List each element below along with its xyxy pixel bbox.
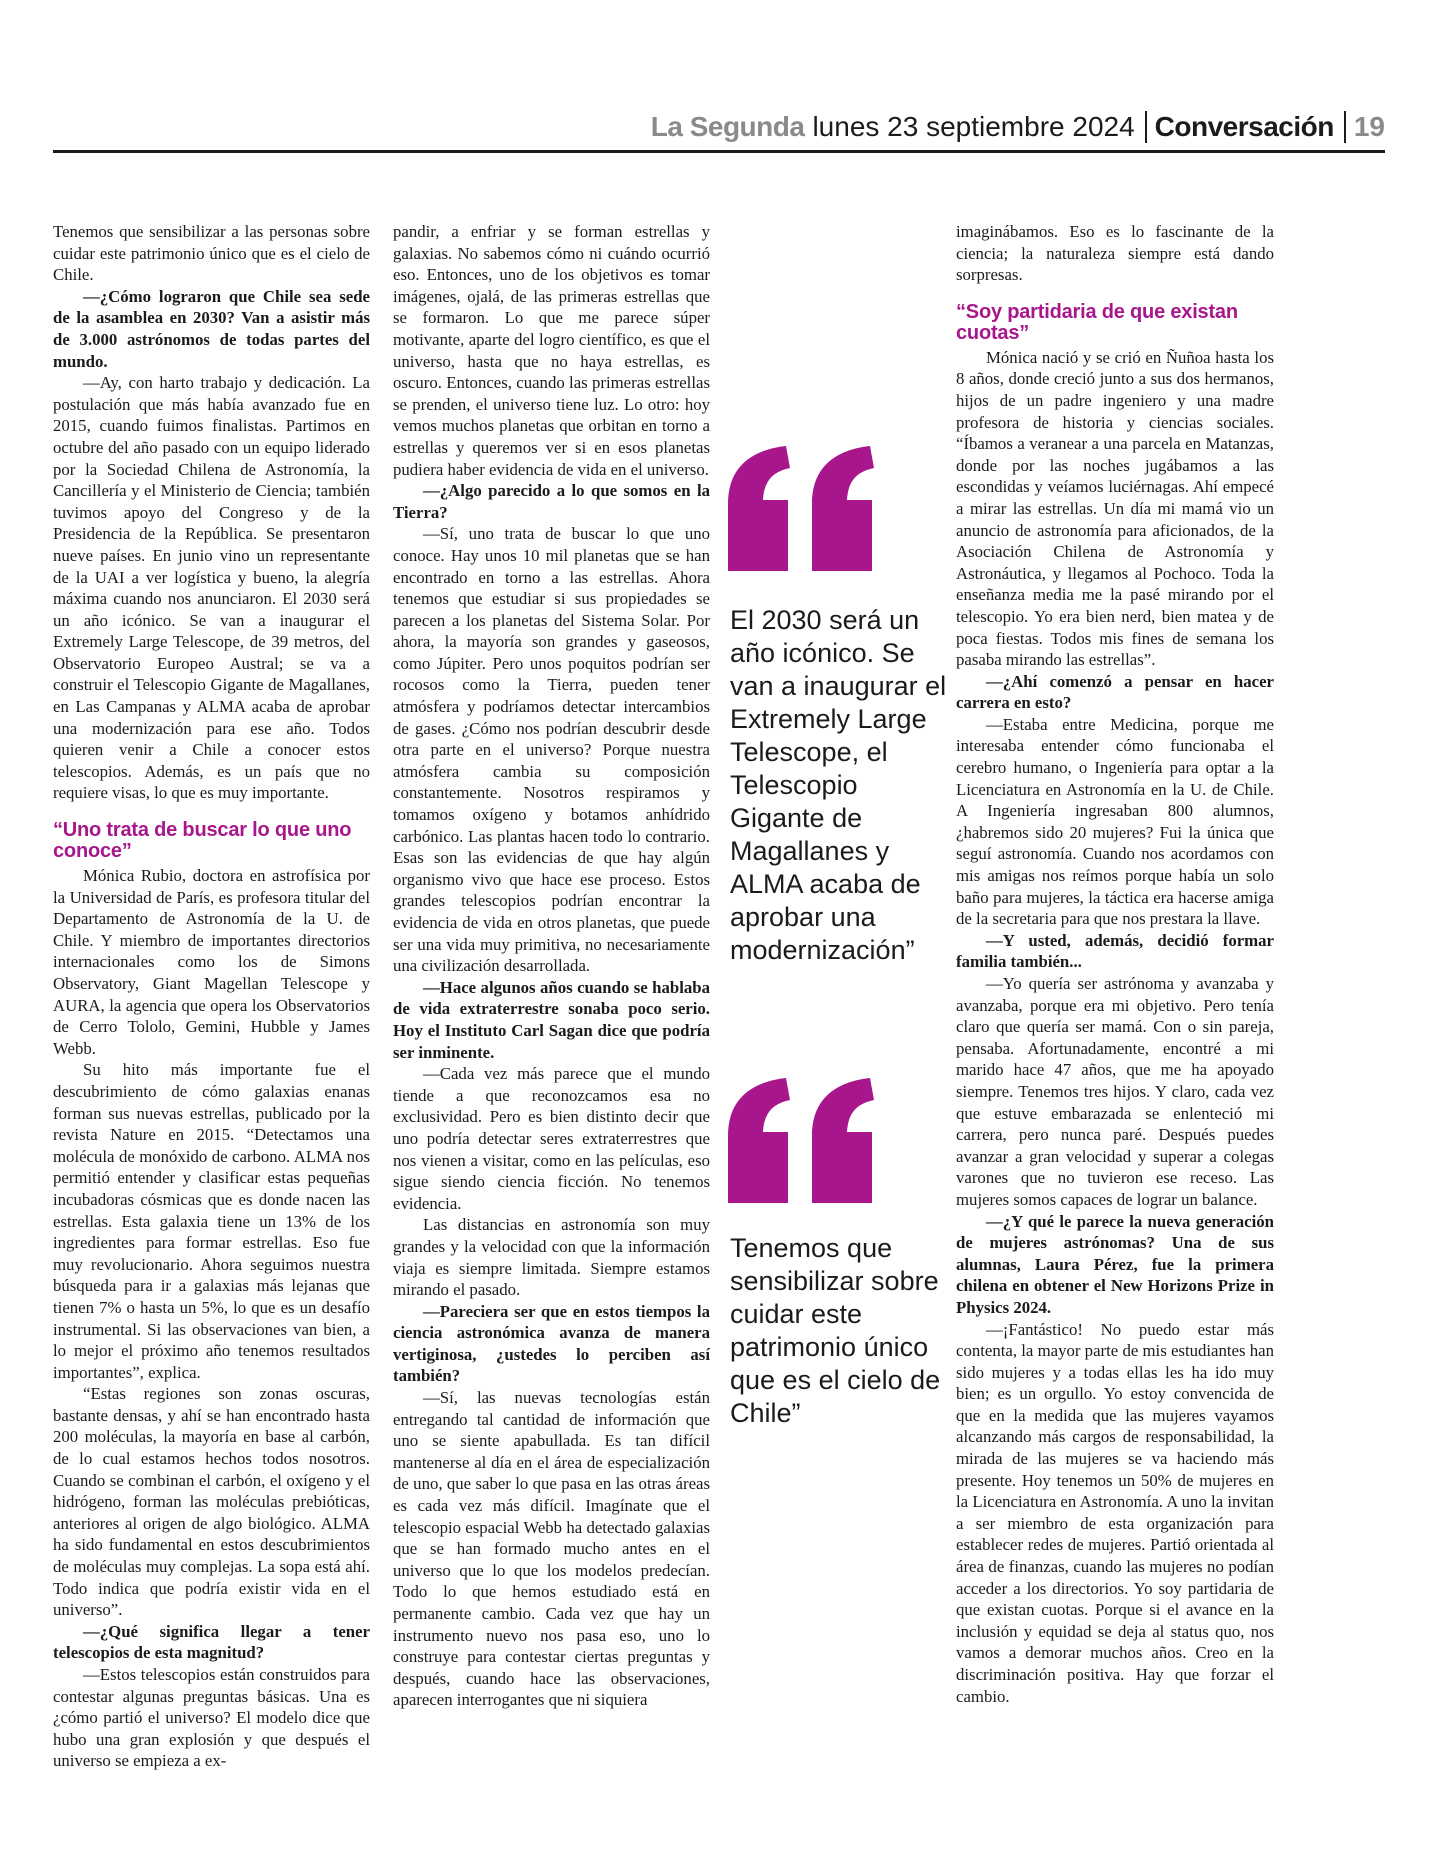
paragraph: imaginábamos. Eso es lo fascinante de la ciencia; la naturaleza siempre está dando sorpresas.	[956, 222, 1274, 285]
paragraph: “Estas regiones son zonas oscuras, bastante densas, y ahí se han encontrado hasta 200 moléculas, la mayoría en base al carbón, de lo cual estamos hechos todos nosotros. Cuando se combinan el carbón, el oxígeno y el hidrógeno, forman las moléculas prebióticas, anteriores al origen de algo biológico. ALMA ha sido fundamental en estos descubrimientos de moléculas muy complejas. La sopa está ahí. Todo indica que podría existir vida en el universo”.	[53, 1384, 370, 1620]
paragraph: —Cada vez más parece que el mundo tiende a que reconozcamos esa no exclusividad. Pero es bien distinto decir que uno podría detectar seres extraterrestres que nos vienen a visitar, como en las películas, eso sigue siendo ciencia ficción. No tenemos evidencia.	[393, 1064, 710, 1213]
paragraph: Mónica Rubio, doctora en astrofísica por la Universidad de París, es profesora titular del Departamento de Astronomía de la U. de Chile. Y miembro de importantes directorios internacionales como los de Simons Observatory, Giant Magellan Telescope y AURA, la agencia que opera los Observatorios de Cerro Tololo, Gemini, Hubble y James Webb.	[53, 866, 370, 1058]
interview-question: —Hace algunos años cuando se hablaba de vida extraterrestre sonaba poco serio. Hoy el Instituto Carl Sagan dice que podría ser inminente.	[393, 977, 710, 1062]
interview-question: —Y usted, además, decidió formar familia también...	[956, 930, 1274, 972]
paragraph: Su hito más importante fue el descubrimiento de cómo galaxias enanas forman sus nuevas estrellas, publicado por la revista Nature en 2015. “Detectamos una molécula de monóxido de carbono. ALMA nos permitió entender y clasificar estas pequeñas incubadoras cósmicas que es donde nacen las estrellas. Esta galaxia tiene un 13% de los ingredientes para formar estrellas. Eso fue muy revolucionario. Ahora seguimos nuestra búsqueda para ir a galaxias más lejanas que tienen 7% o hasta un 5%, lo que es un desafío instrumental. Si las observaciones van bien, a lo mejor el próximo año tenemos resultados importantes”, explica.	[53, 1060, 370, 1382]
page-number: 19	[1344, 111, 1385, 143]
article-column-2	[393, 221, 710, 1711]
paragraph: —Yo quería ser astrónoma y avanzaba y avanzaba, porque era mi objetivo. Pero tenía claro que quería ser mamá. Con o sin pareja, pensaba. Afortunadamente, encontré a mi marido hace 47 años, que me ha apoyado siempre. Tenemos tres hijos. Y claro, cada vez que estuve embarazada se enlenteció mi carrera, pero nunca paré. Después puedes avanzar a gran velocidad y superar a colegas varones que no tuvieron ese receso. Las mujeres somos capaces de lograr un balance.	[956, 974, 1274, 1209]
newspaper-name: La Segunda	[650, 111, 805, 142]
paragraph: —Sí, las nuevas tecnologías están entregando tal cantidad de información que uno se siente apabullada. Es tan difícil mantenerse al día en el área de especialización de uno, que saber lo que pasa en las otras áreas es cada vez más difícil. Imagínate que el telescopio espacial Webb ha detectado galaxias que se han formado mucho antes en el universo que lo que los modelos predecían. Todo lo que hemos estudiado está en permanente cambio. Cada vez que hay un instrumento nuevo nos pasa eso, uno lo construye para contestar ciertas preguntas y después, cuando hace las observaciones, aparecen interrogantes que ni siquiera	[393, 1388, 710, 1710]
section-subhead: “Soy partidaria de que existan cuotas”	[956, 300, 1238, 344]
paragraph: —Ay, con harto trabajo y dedicación. La postulación que más había avanzado fue en 2015, cuando fuimos finalistas. Partimos en octubre del año pasado con un equipo liderado por la Sociedad Chilena de Astronomía, la Cancillería y el Ministerio de Ciencia; también tuvimos apoyo del Congreso y de la Presidencia de la República. Se presentaron nueve países. En junio vino un representante de la UAI a ver logística y bueno, la alegría máxima cuando nos anunciaron. El 2030 será un año icónico. Se van a inaugurar el Extremely Large Telescope, de 39 metros, del Observatorio Europeo Austral; se va a construir el Telescopio Gigante de Magallanes, en Las Campanas y ALMA acaba de aprobar una modernización para ese año. Todos quieren venir a Chile a conocer estos telescopios. Además, es un país que no requiere visas, lo que es muy importante.	[53, 373, 370, 803]
interview-question: —¿Ahí comenzó a pensar en hacer carrera en esto?	[956, 671, 1274, 713]
paragraph: Tenemos que sensibilizar a las personas sobre cuidar este patrimonio único que es el cielo de Chile.	[53, 222, 370, 285]
section-subhead: “Uno trata de buscar lo que uno conoce”	[53, 819, 352, 863]
article-column-1	[53, 221, 370, 1772]
paragraph: Las distancias en astronomía son muy grandes y la velocidad con que la información viaja es siempre limitada. Siempre estamos mirando el pasado.	[393, 1215, 710, 1300]
paragraph: Mónica nació y se crió en Ñuñoa hasta los 8 años, donde creció junto a sus dos hermanos, hijos de un padre ingeniero y una madre profesora de historia y ciencias sociales. “Íbamos a veranear a una parcela en Matanzas, donde por las noches jugábamos a las escondidas y veíamos luciérnagas. Ahí empecé a mirar las estrellas. Un día mi mamá vio un anuncio de astronomía para aficionados, de la Asociación Chilena de Astronomía y Astronáutica, y llegamos al Pochoco. Toda la enseñanza media me la pasé mirando por el telescopio. Yo era bien nerd, bien matea y de poca fiestas. Todos mis fines de semana los pasaba mirando las estrellas”.	[956, 347, 1274, 670]
paragraph: —¡Fantástico! No puedo estar más contenta, la mayor parte de mis estudiantes han sido mujeres y a todas ellas les ha ido muy bien; es un orgullo. Yo estoy convencida de que en la medida que las mujeres vayamos alcanzando más cargos de responsabilidad, la mirada de las mujeres se va haciendo más presente. Hoy tenemos un 50% de mujeres en la Licenciatura en Astronomía. A uno la invitan a ser miembro de esta organización para establecer redes de mujeres. Partió orientada al área de finanzas, cuando las mujeres no podían acceder a los directorios. Yo soy partidaria de que existan cuotas. Porque si el avance en la inclusión y equidad se deja al status quo, nos vamos a demorar muchos años. Creo en la discriminación positiva. Hay que forzar el cambio.	[956, 1319, 1274, 1706]
pull-quote: Tenemos que sensibilizar sobre cuidar este patrimonio único que es el cielo de Chile”	[730, 1233, 941, 1428]
article-column-3	[956, 221, 1274, 1707]
interview-question: —Pareciera ser que en estos tiempos la ciencia astronómica avanza de manera vertiginosa, ¿ustedes lo perciben así también?	[393, 1301, 710, 1386]
paragraph: —Estos telescopios están construidos para contestar algunas preguntas básicas. Una es ¿cómo partió el universo? El modelo dice que hubo una gran explosión y que después el universo se empieza a ex-	[53, 1665, 370, 1771]
pull-quote: El 2030 será un año icónico. Se van a inaugurar el Extremely Large Telescope, el Telescopio Gigante de Magallanes y ALMA acaba de aprobar una modernización”	[730, 605, 947, 965]
interview-question: —¿Cómo lograron que Chile sea sede de la asamblea en 2030? Van a asistir más de 3.000 astrónomos de todas partes del mundo.	[53, 286, 370, 371]
opening-quote-mark-icon	[728, 446, 888, 571]
section-name: Conversación	[1145, 111, 1344, 143]
page-header	[53, 104, 1385, 153]
header-bar	[651, 111, 1385, 143]
paragraph: —Estaba entre Medicina, porque me interesaba entender cómo funcionaba el cerebro humano, o Ingeniería para optar a la Licenciatura en Astronomía en la U. de Chile. A Ingeniería ingresaban 800 alumnos, ¿habremos sido 20 mujeres? Fui la única que seguí astronomía. Cuando nos acordamos con mis amigas nos reímos porque había un solo baño para mujeres, la táctica era hacerse amiga de la secretaria para que nos prestara la llave.	[956, 714, 1274, 929]
paragraph: —Sí, uno trata de buscar lo que uno conoce. Hay unos 10 mil planetas que se han encontrado en torno a las estrellas. Ahora tenemos que estudiar si sus propiedades se parecen a los planetas del Sistema Solar. Por ahora, la mayoría son grandes y gaseosos, como Júpiter. Pero unos poquitos podrían ser rocosos como la Tierra, pueden tener atmósfera y podríamos detectar intercambios de gases. ¿Cómo nos podrían descubrir desde otra parte en el universo? Porque nuestra atmósfera cambia su composición constantemente. Nosotros respiramos y tomamos oxígeno y botamos anhídrido carbónico. Las plantas hacen todo lo contrario. Esas son las evidencias de que hay algún organismo vivo que hace ese proceso. Estos grandes telescopios podrían encontrar la evidencia de vida en otros planetas, que puede ser una vida muy primitiva, no necesariamente una civilización desarrollada.	[393, 524, 710, 976]
issue-date: lunes 23 septiembre 2024	[812, 111, 1135, 142]
interview-question: —¿Y qué le parece la nueva generación de mujeres astrónomas? Una de sus alumnas, Laura Pérez, fue la primera chilena en obtener el New Horizons Prize in Physics 2024.	[956, 1211, 1274, 1317]
interview-question: —¿Algo parecido a lo que somos en la Tierra?	[393, 481, 710, 522]
paragraph: pandir, a enfriar y se forman estrellas y galaxias. No sabemos cómo ni cuándo ocurrió eso. Entonces, uno de los objetivos es tomar imágenes, ojalá, de las primeras estrellas que se formaron. Lo que me parece súper motivante, aparte del logro científico, es que el universo, hasta que no haya estrellas, es oscuro. Entonces, cuando las primeras estrellas se prenden, el universo tiene luz. Lo otro: hoy vemos muchos planetas que orbitan en torno a estrellas y queremos ver si en esos planetas pudiera haber evidencia de vida en el universo.	[393, 222, 710, 479]
interview-question: —¿Qué significa llegar a tener telescopios de esta magnitud?	[53, 1621, 370, 1663]
opening-quote-mark-icon	[728, 1078, 888, 1203]
